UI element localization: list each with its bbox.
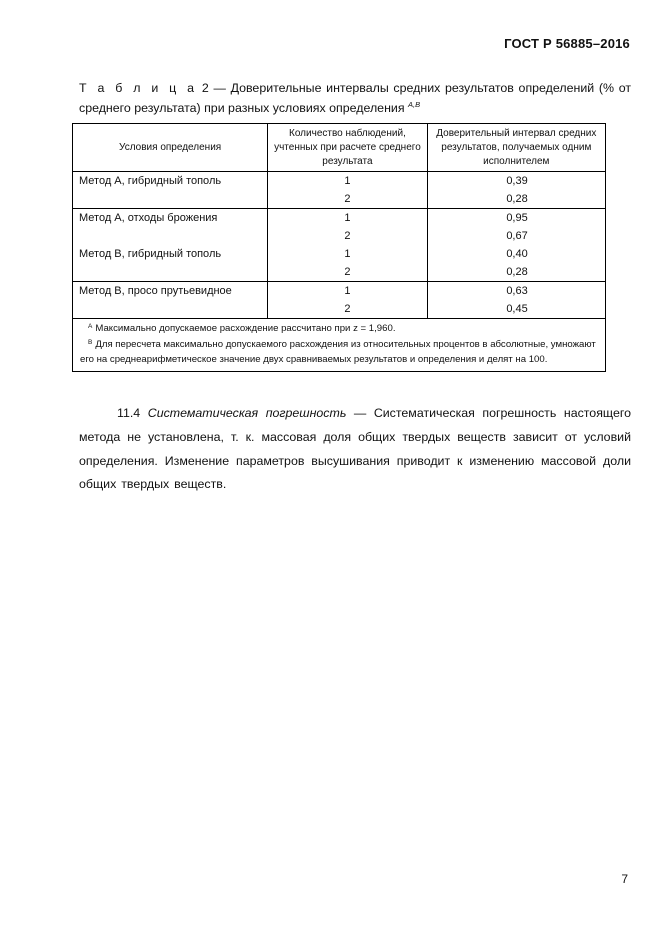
section-number: 11.4 <box>117 406 141 420</box>
table-row <box>73 172 606 209</box>
table-note <box>80 337 598 368</box>
table-caption-text: — Доверительные интервалы средних результатов определений (% от среднего результата) при разных условиях определения <box>79 81 632 115</box>
interval-value: 0,28 <box>506 193 528 205</box>
interval-value: 0,95 <box>506 212 528 224</box>
interval-cell <box>427 209 605 282</box>
standard-code: ГОСТ Р 56885–2016 <box>504 36 630 51</box>
interval-value: 0,45 <box>506 303 528 315</box>
table-caption-number: 2 <box>201 81 209 95</box>
table-caption <box>79 78 631 118</box>
observation-count: 2 <box>344 266 351 278</box>
section-text: — Систематическая погрешность настоящего метода не установлена, т. к. массовая доля общих твердых веществ зависит от условий определения. Изменение параметров высушивания приводит к изменению массовой доли общих твердых веществ. <box>79 406 631 492</box>
section-paragraph <box>79 402 631 497</box>
condition-text: Метод A, гибридный тополь <box>79 175 222 187</box>
observation-count: 2 <box>344 303 351 315</box>
column-header-interval: Доверительный интервал средних результатов, получаемых одним исполнителем <box>427 124 605 172</box>
observation-count: 1 <box>344 248 351 260</box>
observations-cell <box>268 172 427 209</box>
interval-value: 0,63 <box>506 285 528 297</box>
section-title: Систематическая погрешность <box>147 406 347 420</box>
observation-count: 2 <box>344 193 351 205</box>
interval-value: 0,40 <box>506 248 528 260</box>
observation-count: 1 <box>344 175 351 187</box>
condition-text: Метод B, гибридный тополь <box>79 248 222 260</box>
table-notes <box>73 319 606 372</box>
conditions-cell <box>73 172 268 209</box>
note-text: Максимально допускаемое расхождение рассчитано при z = 1,960. <box>95 323 396 334</box>
note-mark: B <box>88 338 93 346</box>
condition-text <box>73 227 267 245</box>
note-mark: A <box>88 323 93 330</box>
column-header-observations: Количество наблюдений, учтенных при расчете среднего результата <box>268 124 427 172</box>
column-header-conditions: Условия определения <box>73 124 268 172</box>
table-notes-row <box>73 319 606 372</box>
condition-text <box>73 263 267 281</box>
confidence-interval-table <box>72 123 606 372</box>
condition-text <box>73 300 267 318</box>
observation-count: 1 <box>344 285 351 297</box>
condition-text: Метод A, отходы брожения <box>79 212 218 224</box>
interval-value: 0,28 <box>506 266 528 278</box>
conditions-cell <box>73 282 268 319</box>
condition-text: Метод B, просо прутьевидное <box>79 285 232 297</box>
table-note <box>80 321 598 337</box>
interval-value: 0,39 <box>506 175 528 187</box>
note-text: Для пересчета максимально допускаемого расхождения из относительных процентов в абсолютные, умножают его на среднеарифметическое значение двух сравниваемых результатов и определения и делят на 100. <box>80 338 596 366</box>
interval-value: 0,67 <box>506 230 528 242</box>
table-caption-label: Т а б л и ц а <box>79 81 198 95</box>
interval-cell <box>427 172 605 209</box>
page-number: 7 <box>621 872 628 886</box>
table-row <box>73 209 606 282</box>
observations-cell <box>268 282 427 319</box>
condition-text <box>73 190 267 208</box>
table-caption-footnote-marks: A,B <box>408 100 421 109</box>
table-header-row <box>73 124 606 172</box>
observations-cell <box>268 209 427 282</box>
table-row <box>73 282 606 319</box>
interval-cell <box>427 282 605 319</box>
conditions-cell <box>73 209 268 282</box>
observation-count: 1 <box>344 212 351 224</box>
observation-count: 2 <box>344 230 351 242</box>
